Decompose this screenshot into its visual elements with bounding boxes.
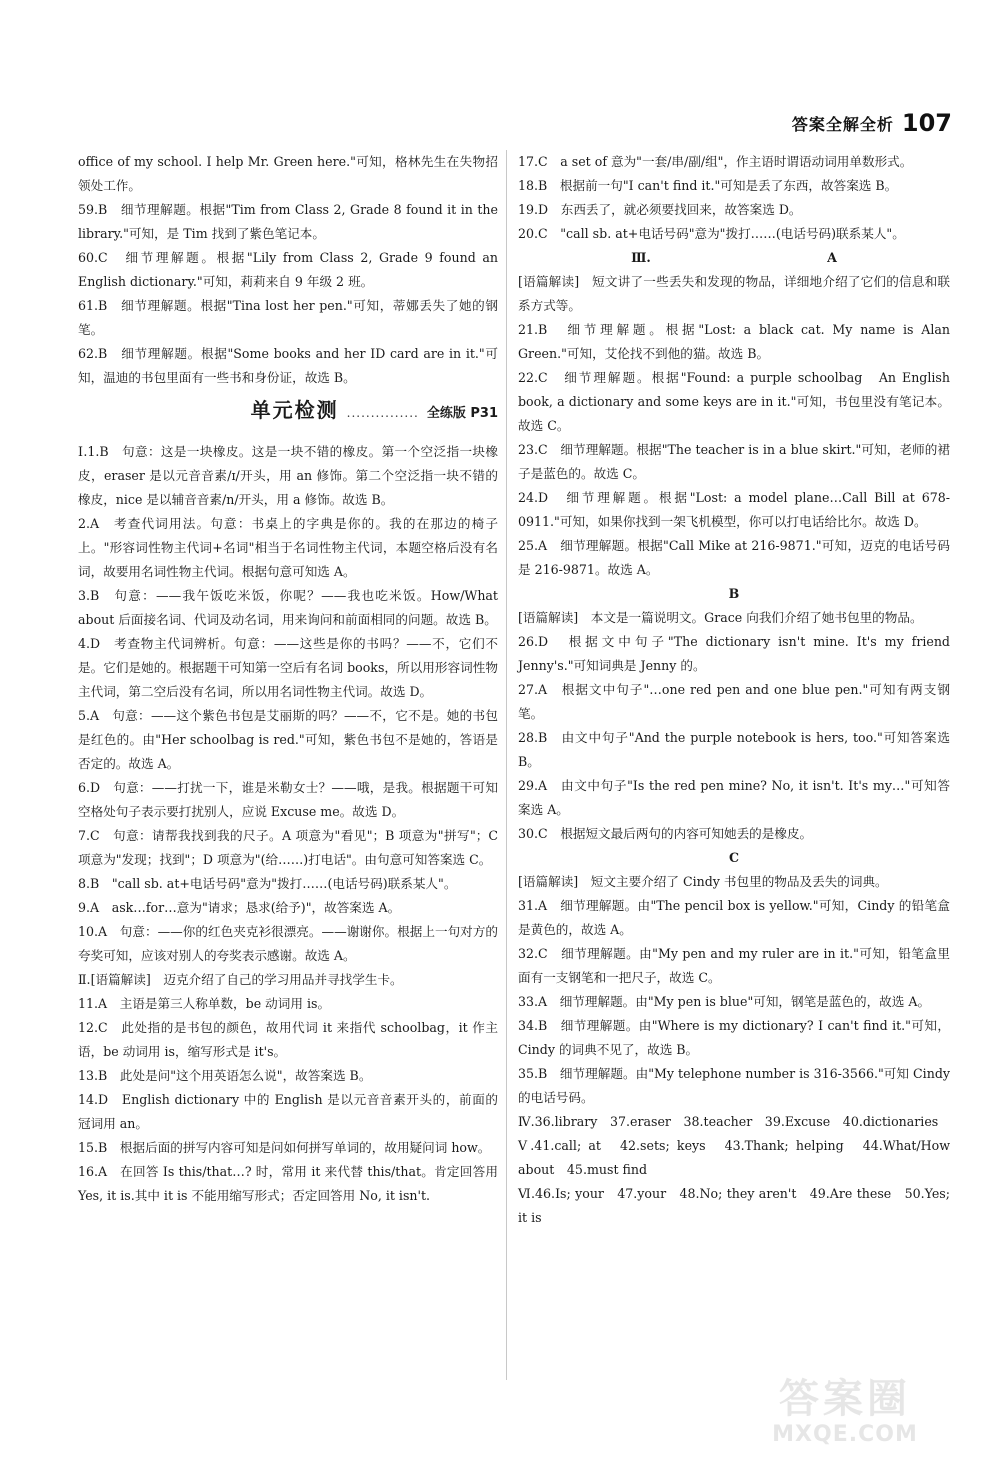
left-column (78, 150, 498, 1208)
answer-entry: 10.A 句意：——你的红色夹克衫很漂亮。——谢谢你。根据上一句对方的夸奖可知，应该对别人的夸奖表示感谢。故选 A。 (78, 924, 498, 963)
right-column (518, 150, 950, 1230)
answer-entry: 34.B 细节理解题。由"Where is my dictionary? I can't find it."可知，Cindy 的词典不见了，故选 B。 (518, 1018, 950, 1057)
answer-entry: 28.B 由文中句子"And the purple notebook is hers, too."可知答案选 B。 (518, 730, 950, 769)
page-header (792, 108, 952, 138)
answer-entry: 25.A 细节理解题。根据"Call Mike at 216-9871."可知，迈克的电话号码是 216-9871。故选 A。 (518, 538, 950, 577)
column-divider (506, 150, 507, 1380)
section-heading: B (728, 586, 740, 601)
answer-entry: 23.C 细节理解题。根据"The teacher is in a blue skirt."可知，老师的裙子是蓝色的。故选 C。 (518, 442, 950, 481)
answer-entry: 18.B 根据前一句"I can't find it."可知是丢了东西，故答案选 B。 (518, 178, 898, 193)
answer-entry: Ⅴ.41.call; at 42.sets; keys 43.Thank; helping 44.What/How about 45.must find (518, 1138, 950, 1177)
answer-entry: 16.A 在回答 Is this/that…? 时，常用 it 来代替 this/that。肯定回答用 Yes, it is.其中 it is 不能用缩写形式；否定回答用 No, it isn't. (78, 1164, 498, 1203)
answer-entry: 33.A 细节理解题。由"My pen is blue"可知，钢笔是蓝色的，故选 A。 (518, 994, 931, 1009)
answer-entry: office of my school. I help Mr. Green here."可知，格林先生在失物招领处工作。 (78, 154, 498, 193)
answer-entry: 12.C 此处指的是书包的颜色，故用代词 it 来指代 schoolbag，it 作主语，be 动词用 is，缩写形式是 it's。 (78, 1020, 498, 1059)
answer-entry: 27.A 根据文中句子"…one red pen and one blue pen."可知有两支钢笔。 (518, 682, 950, 721)
watermark-top: 答案圈 (779, 1376, 911, 1422)
answer-entry: 6.D 句意：——打扰一下，谁是米勒女士？——哦，是我。根据题干可知空格处句子表示要打扰别人，应说 Excuse me。故选 D。 (78, 780, 498, 819)
answer-entry: [语篇解读] 短文讲了一些丢失和发现的物品，详细地介绍了它们的信息和联系方式等。 (518, 274, 950, 313)
answer-entry: 9.A ask…for…意为"请求；恳求(给予)"，故答案选 A。 (78, 900, 401, 915)
page-number: 107 (901, 109, 952, 137)
answer-entry: Ⅳ.36.library 37.eraser 38.teacher 39.Excuse 40.dictionaries (518, 1114, 939, 1129)
answer-entry: 61.B 细节理解题。根据"Tina lost her pen."可知，蒂娜丢失了她的钢笔。 (78, 298, 498, 337)
answer-entry: 59.B 细节理解题。根据"Tim from Class 2, Grade 8 found it in the library."可知，是 Tim 找到了紫色笔记本。 (78, 202, 498, 241)
answer-entry: 30.C 根据短文最后两句的内容可知她丢的是橡皮。 (518, 826, 813, 841)
answer-entry: 60.C 细节理解题。根据"Lily from Class 2, Grade 9 found an English dictionary."可知，莉莉来自 9 年级 2 班。 (78, 250, 498, 289)
answer-entry: 20.C "call sb. at+电话号码"意为"拨打……(电话号码)联系某人"。 (518, 226, 905, 241)
left-entries-top (78, 150, 498, 390)
answer-entry: 17.C a set of 意为"一套/串/副/组"，作主语时谓语动词用单数形式。 (518, 154, 913, 169)
header-title: 答案全解全析 (791, 114, 894, 134)
answer-entry: 11.A 主语是第三人称单数，be 动词用 is。 (78, 996, 331, 1011)
unit-title-leader: ............... (346, 406, 419, 420)
answer-entry: 26.D 根据文中句子"The dictionary isn't mine. It's my friend Jenny's."可知词典是 Jenny 的。 (518, 634, 950, 673)
answer-entry: 31.A 细节理解题。由"The pencil box is yellow."可知，Cindy 的铅笔盒是黄色的，故选 A。 (518, 898, 950, 937)
answer-entry: 14.D English dictionary 中的 English 是以元音音素开头的，前面的冠词用 an。 (78, 1092, 498, 1131)
answer-entry: 35.B 细节理解题。由"My telephone number is 316-3566."可知 Cindy 的电话号码。 (518, 1066, 950, 1105)
answer-entry: 2.A 考查代词用法。句意：书桌上的字典是你的。我的在那边的椅子上。"形容词性物主代词+名词"相当于名词性物主代词，本题空格后没有名词，故要用名词性物主代词。根据句意可知选 A。 (78, 516, 498, 579)
answer-entry: Ⅵ.46.Is; your 47.your 48.No; they aren't 49.Are these 50.Yes; it is (518, 1186, 950, 1225)
answer-entry: 24.D 细节理解题。根据"Lost: a model plane…Call Bill at 678-0911."可知，如果你找到一架飞机模型，你可以打电话给比尔。故选 D。 (518, 490, 950, 529)
answer-entry: 5.A 句意：——这个紫色书包是艾丽斯的吗？——不，它不是。她的书包是红色的。由"Her schoolbag is red."可知，紫色书包不是她的，答语是否定的。故选 A。 (78, 708, 498, 771)
answer-entry: 8.B "call sb. at+电话号码"意为"拨打……(电话号码)联系某人"。 (78, 876, 457, 891)
answer-entry: 29.A 由文中句子"Is the red pen mine? No, it isn't. It's my…"可知答案选 A。 (518, 778, 950, 817)
answer-entry: Ⅰ.1.B 句意：这是一块橡皮。这是一块不错的橡皮。第一个空泛指一块橡皮，eraser 是以元音音素/ɪ/开头，用 an 修饰。第二个空泛指一块不错的橡皮，nice 是以辅音音素/n/开头，用 a 修饰。故选 B。 (78, 444, 498, 507)
answer-entry: [语篇解读] 本文是一篇说明文。Grace 向我们介绍了她书包里的物品。 (518, 610, 923, 625)
section-heading: Ⅲ. A (631, 250, 837, 265)
left-entries-bottom (78, 440, 498, 1208)
section-heading: C (728, 850, 740, 865)
unit-test-title (78, 398, 498, 434)
watermark-logo (730, 1376, 960, 1451)
watermark-bottom: MXQE.COM (772, 1422, 918, 1447)
answer-entry: [语篇解读] 短文主要介绍了 Cindy 书包里的物品及丢失的词典。 (518, 874, 888, 889)
answer-entry: 7.C 句意：请帮我找到我的尺子。A 项意为"看见"；B 项意为"拼写"；C 项意为"发现；找到"；D 项意为"(给……)打电话"。由句意可知答案选 C。 (78, 828, 498, 867)
answer-entry: Ⅱ.[语篇解读] 迈克介绍了自己的学习用品并寻找学生卡。 (78, 972, 403, 987)
answer-entry: 3.B 句意：——我午饭吃米饭，你呢？——我也吃米饭。How/What about 后面接名词、代词及动名词，用来询问和前面相同的问题。故选 B。 (78, 588, 498, 627)
answer-entry: 62.B 细节理解题。根据"Some books and her ID card are in it."可知，温迪的书包里面有一些书和身份证，故选 B。 (78, 346, 498, 385)
unit-title-ref: 全练版 P31 (426, 406, 498, 421)
answer-entry: 13.B 此处是问"这个用英语怎么说"，故答案选 B。 (78, 1068, 372, 1083)
answer-entry: 32.C 细节理解题。由"My pen and my ruler are in it."可知，铅笔盒里面有一支钢笔和一把尺子，故选 C。 (518, 946, 950, 985)
unit-title-text: 单元检测 (250, 398, 339, 422)
answer-entry: 22.C 细节理解题。根据"Found: a purple schoolbag An English book, a dictionary and some keys are in it."可知，书包里没有笔记本。故选 C。 (518, 370, 950, 433)
answer-entry: 4.D 考查物主代词辨析。句意：——这些是你的书吗？——不，它们不是。它们是她的。根据题干可知第一空后有名词 books，所以用形容词性物主代词，第二空后没有名词，所以用名词性物主代词。故选 D。 (78, 636, 498, 699)
answer-entry: 19.D 东西丢了，就必须要找回来，故答案选 D。 (518, 202, 802, 217)
answer-entry: 15.B 根据后面的拼写内容可知是问如何拼写单词的，故用疑问词 how。 (78, 1140, 491, 1155)
answer-entry: 21.B 细节理解题。根据"Lost: a black cat. My name is Alan Green."可知，艾伦找不到他的猫。故选 B。 (518, 322, 950, 361)
